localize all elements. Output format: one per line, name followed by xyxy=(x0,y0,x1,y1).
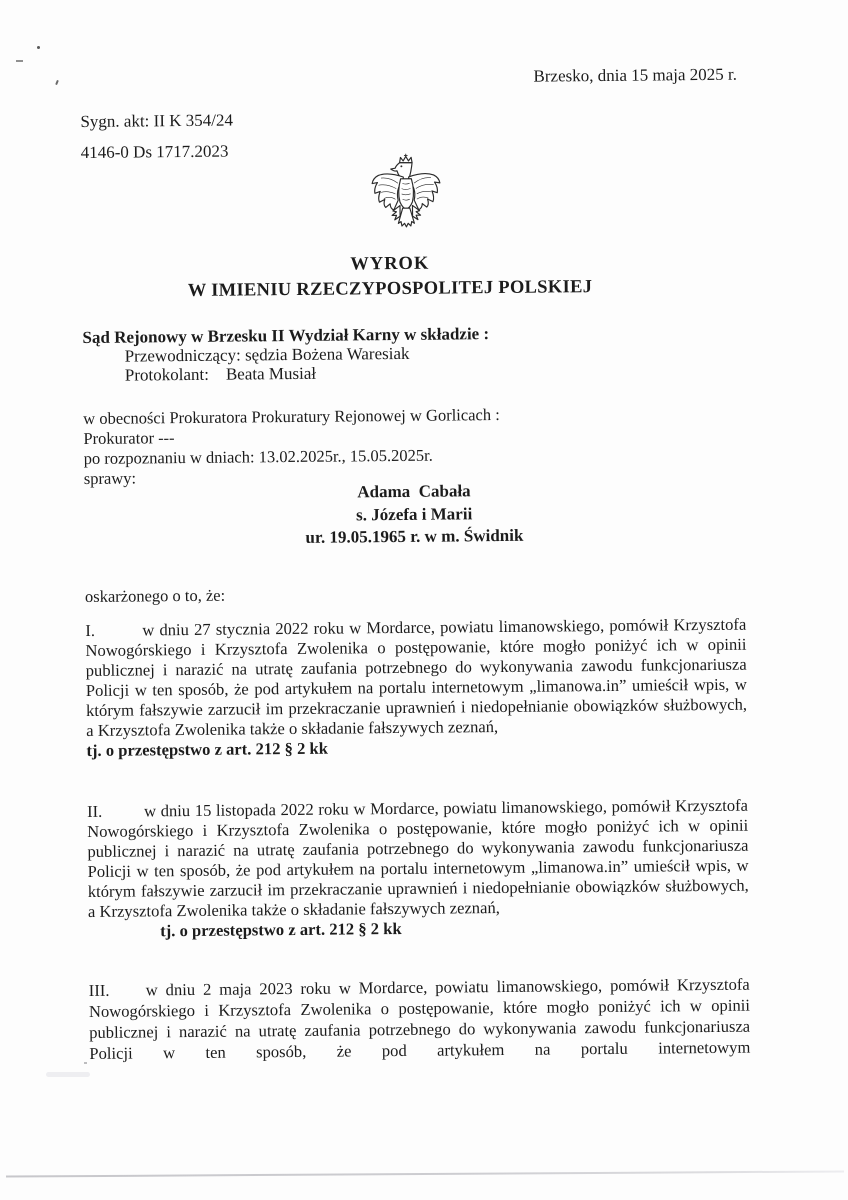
court-case-number: Sygn. akt: II K 354/24 xyxy=(80,110,234,132)
defendant-name: Adama Cabała xyxy=(357,481,471,502)
case-of-line: sprawy: xyxy=(83,468,137,489)
court-composition-heading: Sąd Rejonowy w Brzesku II Wydział Karny w składzie : xyxy=(82,324,490,348)
court-composition xyxy=(82,322,743,385)
proceedings-info xyxy=(83,403,744,489)
charge-numeral: II. xyxy=(86,801,103,821)
charge-body: w dniu 27 stycznia 2022 roku w Mordarce, powiatu limanowskiego, pomówił Krzysztofa Nowogórskiego i Krzysztofa Zwolenika o postępowanie, które mogło poniżyć ich w opinii publicznej i narazić na utratę zaufania potrzebnego do wykonywania zawodu funkcjonariusza Policji w ten sposób, że pod artykułem na portalu internetowym „limanowa.in” umieścił wpis, w którym fałszywie zarzucił im przekraczanie uprawnień i niedopełnianie obowiązków służbowych, a Krzysztofa Zwolenika także o składanie fałszywych zeznań, xyxy=(85,614,748,740)
judgment-heading xyxy=(60,251,720,303)
charge-numeral: III. xyxy=(88,980,110,1000)
polish-eagle-emblem-icon xyxy=(370,153,443,236)
charge-paragraph-3 xyxy=(89,974,751,1064)
charge-body: w dniu 15 listopada 2022 roku w Mordarce, powiatu limanowskiego, pomówił Krzysztofa Nowogórskiego i Krzysztofa Zwolenika o postępowanie, które mogło poniżyć ich w opinii publicznej i narazić na utratę zaufania potrzebnego do wykonywania zawodu funkcjonariusza Policji w ten sposób, że pod artykułem na portalu internetowym „limanowa.in” umieścił wpis, w którym fałszywie zarzucił im przekraczanie uprawnień i niedopełnianie obowiązków służbowych, a Krzysztofa Zwolenika także o składanie fałszywych zeznań, xyxy=(87,795,749,921)
charge-paragraph-1 xyxy=(85,615,747,761)
legal-qualification: tj. o przestępstwo z art. 212 § 2 kk xyxy=(86,738,329,760)
defendant-parents: s. Józefa i Marii xyxy=(356,503,473,524)
charge-text xyxy=(87,796,749,922)
charge-paragraph-2 xyxy=(87,796,749,942)
charge-body: w dniu 2 maja 2023 roku w Mordarce, powiatu limanowskiego, pomówił Krzysztofa Nowogórskiego i Krzysztofa Zwolenika o postępowanie, które mogło poniżyć ich w opinii publicznej i narazić na utratę zaufania potrzebnego do wykonywania zawodu funkcjonariusza Policji w ten sposób, że pod artykułem na portalu internetowym xyxy=(88,974,751,1063)
charge-numeral: I. xyxy=(85,620,96,640)
place-date-line: Brzesko, dnia 15 maja 2025 r. xyxy=(533,64,738,86)
judgment-title: WYROK xyxy=(350,253,430,275)
defendant-details xyxy=(84,478,745,552)
charge-text xyxy=(85,615,747,741)
charge-text xyxy=(89,974,751,1064)
prosecutor-presence-line: w obecności Prokuratora Prokuratury Rejonowej w Gorlicach : xyxy=(83,405,500,429)
court-clerk-line: Protokolant: Beata Musiał xyxy=(124,363,317,385)
prosecution-case-number: 4146-0 Ds 1717.2023 xyxy=(80,141,229,163)
hearing-dates-line: po rozpoznaniu w dniach: 13.02.2025r., 15.05.2025r. xyxy=(83,445,433,469)
legal-qualification: tj. o przestępstwo z art. 212 § 2 kk xyxy=(160,918,402,941)
presiding-judge-line: Przewodniczący: sędzia Bożena Waresiak xyxy=(124,343,410,366)
prosecutor-name-line: Prokurator --- xyxy=(83,428,175,449)
judgment-subtitle: W IMIENIU RZECZYPOSPOLITEJ POLSKIEJ xyxy=(187,277,593,301)
accusation-intro: oskarżonego o to, że: xyxy=(84,585,226,606)
defendant-birth: ur. 19.05.1965 r. w m. Świdnik xyxy=(305,525,524,547)
